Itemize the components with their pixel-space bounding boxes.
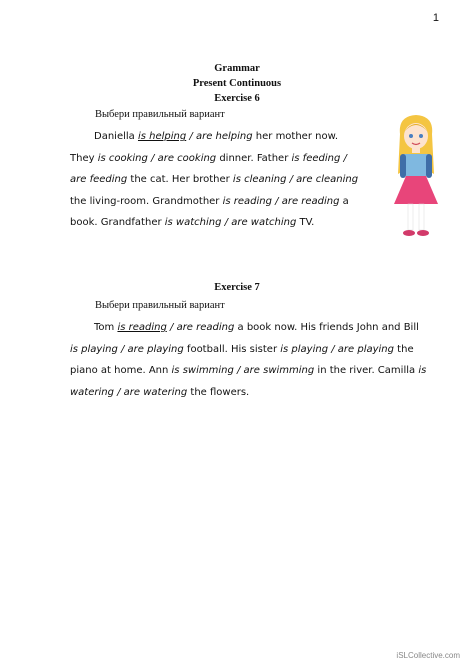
page-number: 1 bbox=[432, 12, 439, 24]
ex7-line-1 bbox=[70, 317, 419, 339]
footer-watermark: iSLCollective.com bbox=[396, 651, 460, 660]
text-span: a bbox=[339, 195, 349, 207]
ex6-line-2 bbox=[70, 148, 400, 170]
text-span: piano at home. Ann bbox=[70, 365, 172, 376]
ex6-line-1 bbox=[70, 126, 400, 148]
text-span: in the river. Camilla bbox=[314, 365, 419, 376]
option: are reading bbox=[281, 195, 340, 207]
exercise7-title: Exercise 7 bbox=[214, 282, 260, 293]
ex7-line-3 bbox=[70, 360, 427, 382]
slash: / bbox=[166, 322, 177, 333]
option: are watching bbox=[231, 217, 297, 228]
text-span: dinner. Father bbox=[216, 152, 292, 164]
text-span: the living-room. Grandmother bbox=[70, 195, 223, 207]
option: are helping bbox=[195, 131, 253, 142]
slash: / bbox=[147, 152, 158, 164]
exercise7-instruction: Выбери правильный вариант bbox=[95, 300, 225, 311]
option: is bbox=[418, 365, 427, 376]
text-span: football. His sister bbox=[183, 343, 281, 355]
option: is watching bbox=[164, 217, 222, 228]
text-span: book. Grandfather bbox=[70, 217, 165, 228]
correct-answer: is helping bbox=[137, 131, 187, 142]
option: is swimming / are swimming bbox=[171, 365, 315, 376]
option: is cooking bbox=[97, 152, 148, 164]
text-span: the flowers. bbox=[187, 386, 250, 398]
text-span: her mother now. bbox=[252, 131, 339, 142]
exercise6-title: Exercise 6 bbox=[214, 93, 260, 104]
slash: / bbox=[221, 217, 232, 228]
option: is feeding / bbox=[291, 152, 347, 164]
girl-illustration bbox=[386, 112, 446, 242]
correct-answer: is reading bbox=[117, 322, 167, 333]
exercise7-text bbox=[70, 317, 427, 403]
option: are cooking bbox=[157, 152, 217, 164]
exercise6-text bbox=[70, 126, 400, 234]
text-span: a book now. His friends John and Bill bbox=[234, 322, 419, 333]
exercise6-instruction: Выбери правильный вариант bbox=[95, 109, 225, 120]
text-span: They bbox=[70, 152, 98, 164]
text-span: Tom bbox=[94, 322, 118, 333]
ex6-line-5 bbox=[70, 212, 400, 234]
ex7-line-2 bbox=[70, 339, 414, 361]
option: is playing / are playing bbox=[70, 343, 184, 355]
text-span: Daniella bbox=[94, 131, 138, 142]
text-span: TV. bbox=[296, 217, 315, 228]
option: watering / are watering bbox=[70, 386, 188, 398]
option: are feeding bbox=[70, 174, 128, 185]
ex7-line-4 bbox=[70, 382, 400, 404]
slash: / bbox=[186, 131, 196, 142]
option: is playing / are playing bbox=[280, 343, 394, 355]
text-span: the cat. Her brother bbox=[127, 174, 233, 185]
ex6-line-4 bbox=[70, 191, 400, 213]
option: is reading bbox=[222, 195, 272, 207]
ex6-line-3 bbox=[70, 169, 400, 191]
slash: / bbox=[271, 195, 282, 207]
option: are reading bbox=[176, 322, 235, 333]
text-span: the bbox=[394, 343, 414, 355]
topic-heading: Present Continuous bbox=[192, 78, 282, 89]
grammar-heading: Grammar bbox=[214, 63, 260, 74]
option: is cleaning / are cleaning bbox=[232, 174, 359, 185]
